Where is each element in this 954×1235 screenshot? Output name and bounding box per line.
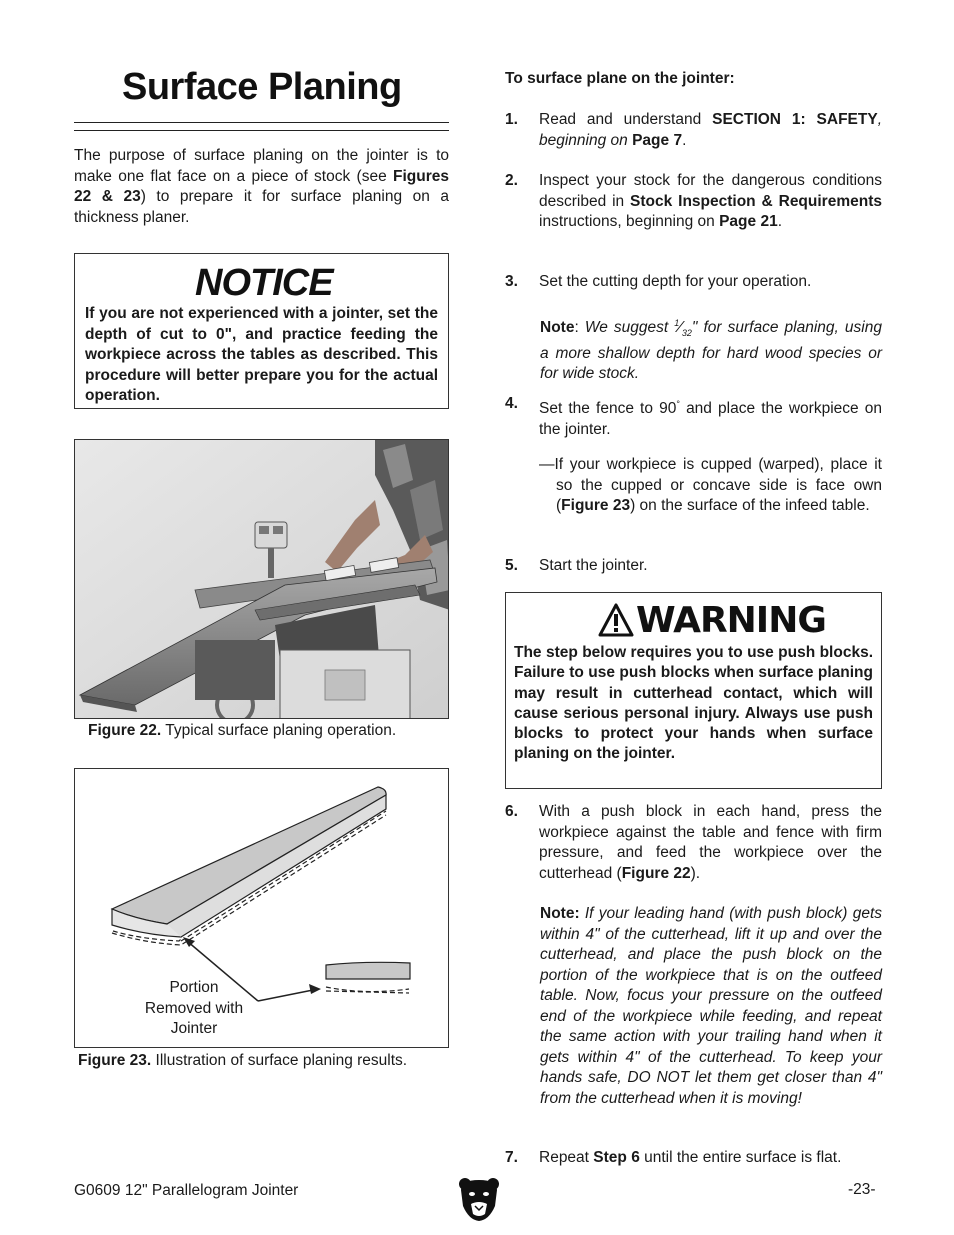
figure-22-caption [88,722,396,740]
figure-23-label: Figure 23. [78,1052,152,1069]
step-number: 6. [505,803,518,820]
note-text: If your leading hand (with push block) gets within 4" of the cutterhead, lift it up and over the cutterhead, and place the push block on the portion of the workpiece that is on the outfeed table. Now, focus your pressure on the outfeed end of the workpiece while feeding, and repeat the same action with your trailing hand when it gets within 4" of the cutterhead. To keep your hands safe, DO NOT let them get closer than 4" from the cutterhead when it is moving! [540,905,882,1107]
section-ref: Stock Inspection & Requirements [630,192,882,210]
step-text: . [777,213,783,230]
figure-ref: Figure 23 [561,497,631,514]
notice-heading: NOTICE [195,262,333,304]
step-7 [505,1148,882,1169]
figure-22-photo [74,439,449,719]
step-text: and place the workpiece on the jointer. [539,400,882,438]
step-number: 5. [505,557,518,574]
step-text: Set the fence to 90 [539,400,677,418]
degree-symbol: ° [676,399,680,409]
figure-23-callout [129,978,259,1040]
procedure-heading: To surface plane on the jointer: [505,70,735,87]
step-text: With a push block in each hand, press the workpiece against the table and fence with firm pressure, and feed the workpiece over the cutterhead ( [539,803,882,882]
step-4 [505,394,882,440]
callout-line-1: Portion [169,979,219,996]
intro-paragraph [74,146,449,228]
step-text: ). [690,864,701,882]
step-text: , beginning on [539,111,882,149]
intro-figure-ref: Figures 22 & 23 [74,167,449,205]
note-text: " for surface planing, using a more shallow depth for hard wood species or for wide stock. [540,319,882,383]
step-text: Start the jointer. [539,557,648,574]
warning-body: The step below requires you to use push blocks. Failure to use push blocks when surface planing may result in cutterhead contact, which will cause serious personal injury. Always use push blocks to protect your hands when surface planing on the jointer. [514,644,873,763]
step-text: Repeat [539,1149,594,1166]
footer-model: G0609 12" Parallelogram Jointer [74,1182,299,1199]
note-label: Note: [540,905,580,922]
page-number: -23- [848,1181,876,1198]
subpoint-text: —If your workpiece is cupped (warped), place it so the cupped or concave side is face own ( [539,456,882,514]
step-number: 1. [505,111,518,128]
figure-23-caption [78,1052,407,1070]
step-number: 3. [505,273,518,290]
figure-22-label: Figure 22. [88,722,162,739]
step-text: until the entire surface is flat. [639,1149,842,1166]
step-text: . [682,131,687,149]
section-ref: SECTION 1: SAFETY [712,111,878,128]
fraction-denominator: 32 [681,328,692,339]
step-4-subpoint [539,455,882,517]
jointer-photo-illustration [75,440,449,719]
step-number: 2. [505,172,518,189]
warning-heading: WARNING [636,599,826,641]
note-text: We suggest [584,319,675,337]
step-ref: Step 6 [593,1149,640,1166]
step-5 [505,556,882,577]
step-1 [505,110,882,151]
figure-22-caption-text: Typical surface planing operation. [161,722,397,739]
note-sep: : [574,319,585,337]
step-text: Inspect your stock for the dangerous conditions described in [539,172,882,210]
step-text: Read and understand [539,111,713,128]
page-ref: Page 21 [719,213,778,230]
callout-line-2: Removed with [144,999,244,1017]
step-2 [505,171,882,233]
title-rule-bottom [74,130,449,131]
callout-line-3: Jointer [170,1020,218,1037]
step-number: 4. [505,395,518,412]
warning-header [598,599,873,641]
step-6 [505,802,882,884]
note-step-3: Note: We suggest $^1⁄_{32}$" for surface planing, using a more shallow depth for hard wood species or for wide stock. [540,318,882,383]
note-label: Note [540,319,575,337]
intro-text-a: The purpose of surface planing on the jointer is to make one flat face on a piece of stock (see [74,147,449,185]
note-step-6 [540,904,882,1109]
step-text: instructions, beginning on [539,213,720,230]
fraction-numerator: 1 [674,318,680,328]
page-title: Surface Planing [122,66,402,108]
warning-box [505,592,882,789]
title-rule-top [74,122,449,123]
warning-triangle-icon [598,603,634,637]
intro-text-b: ) to prepare it for surface planing on a thickness planer. [74,188,449,226]
step-text: Set the cutting depth for your operation. [539,273,812,290]
step-3 [505,272,882,293]
figure-23-caption-text: Illustration of surface planing results. [151,1052,408,1069]
notice-box [74,253,449,409]
figure-ref: Figure 22 [621,864,691,882]
subpoint-text: ) on the surface of the infeed table. [630,497,870,514]
notice-body: If you are not experienced with a jointer, set the depth of cut to 0", and practice feeding the workpiece across the tables as described. This procedure will better prepare you for the actual operation. [85,305,438,404]
page-ref: Page 7 [632,131,683,149]
step-number: 7. [505,1149,518,1166]
grizzly-bear-logo-icon [457,1176,501,1222]
